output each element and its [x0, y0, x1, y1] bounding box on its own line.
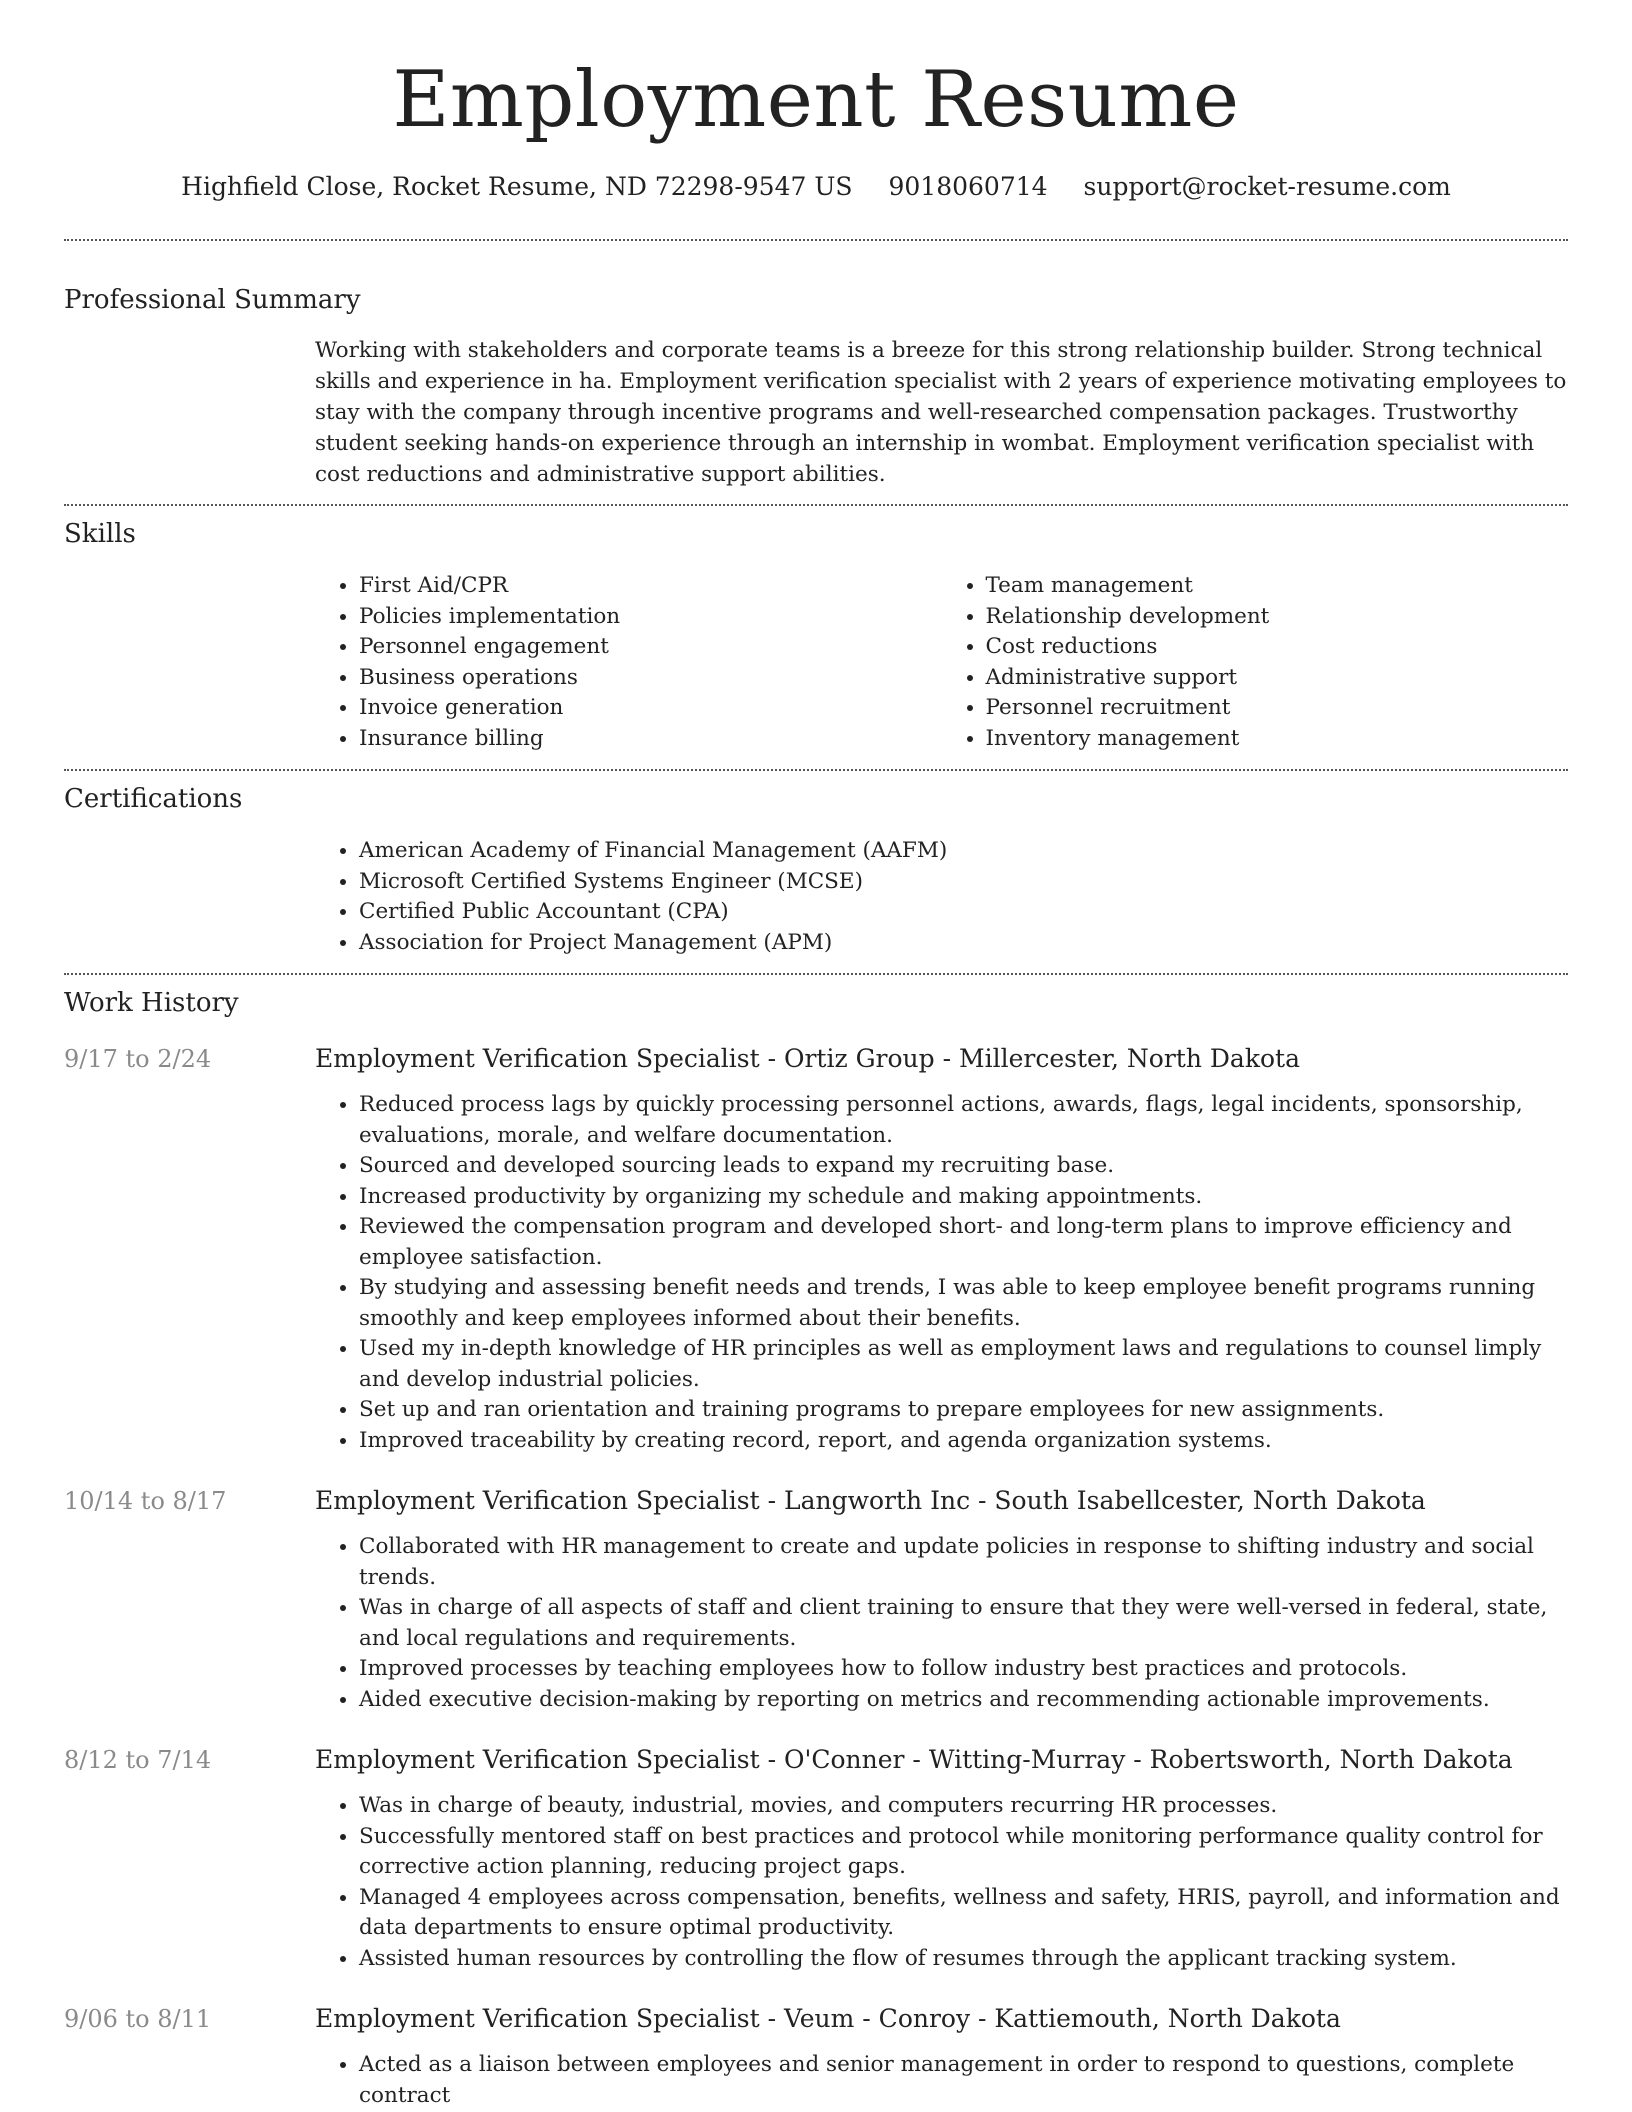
divider	[64, 769, 1568, 771]
job-bullet: • Aided executive decision-making by reporting on metrics and recommending actionable improvements.	[359, 1685, 1568, 1716]
certifications-list	[315, 836, 1568, 958]
work-history-heading: Work History	[64, 988, 239, 1018]
resume-page	[64, 0, 1568, 2111]
contact-phone: 9018060714	[888, 172, 1048, 201]
contact-email: support@rocket-resume.com	[1083, 172, 1451, 201]
job-bullet: • Reduced process lags by quickly processing personnel actions, awards, flags, legal incidents, sponsorship, evaluations, morale, and welfare documentation.	[359, 1090, 1568, 1151]
job-details	[315, 2002, 1568, 2111]
contact-address: Highfield Close, Rocket Resume, ND 72298-9547 US	[181, 172, 853, 201]
skill-item: • Personnel engagement	[359, 632, 942, 663]
skill-item: • Insurance billing	[359, 724, 942, 755]
job-bullet: • Collaborated with HR management to create and update policies in response to shifting industry and social trends.	[359, 1532, 1568, 1593]
skills-heading: Skills	[64, 519, 136, 549]
certifications-section	[315, 836, 1568, 958]
job-bullet: • Was in charge of beauty, industrial, movies, and computers recurring HR processes.	[359, 1791, 1568, 1822]
job-bullet: • Increased productivity by organizing my schedule and making appointments.	[359, 1182, 1568, 1213]
skill-item: • Policies implementation	[359, 602, 942, 633]
job-bullet: • Used my in-depth knowledge of HR principles as well as employment laws and regulations to counsel limply and develop industrial policies.	[359, 1334, 1568, 1395]
certifications-heading: Certifications	[64, 784, 243, 814]
summary-section	[315, 335, 1568, 490]
job-details	[315, 1042, 1568, 1456]
job-bullet: • By studying and assessing benefit needs and trends, I was able to keep employee benefit programs running smoothly and keep employees informed about their benefits.	[359, 1273, 1568, 1334]
certification-item: • Microsoft Certified Systems Engineer (MCSE)	[359, 867, 1568, 898]
job-dates: 9/17 to 2/24	[64, 1045, 212, 1073]
skill-item: • Team management	[986, 571, 1569, 602]
job-bullets	[315, 1532, 1568, 1715]
job-bullet: • Improved traceability by creating record, report, and agenda organization systems.	[359, 1426, 1568, 1457]
job-details	[315, 1743, 1568, 1974]
job-title: Employment Verification Specialist - Ortiz Group - Millercester, North Dakota	[315, 1044, 1300, 1073]
skill-item: • Inventory management	[986, 724, 1569, 755]
job-bullets	[315, 2050, 1568, 2111]
skill-item: • Administrative support	[986, 663, 1569, 694]
divider	[64, 504, 1568, 506]
resume-name: Employment Resume	[392, 55, 1240, 145]
skill-item: • Business operations	[359, 663, 942, 694]
job-bullet: • Was in charge of all aspects of staff and client training to ensure that they were well-versed in federal, state, and local regulations and requirements.	[359, 1593, 1568, 1654]
skill-item: • Cost reductions	[986, 632, 1569, 663]
job-bullet: • Set up and ran orientation and training programs to prepare employees for new assignments.	[359, 1395, 1568, 1426]
skill-item: • Invoice generation	[359, 693, 942, 724]
job-bullet: • Sourced and developed sourcing leads to expand my recruiting base.	[359, 1151, 1568, 1182]
job-dates: 8/12 to 7/14	[64, 1746, 212, 1774]
job-bullet: • Acted as a liaison between employees and senior management in order to respond to questions, complete contract	[359, 2050, 1568, 2111]
skills-section	[315, 571, 1568, 754]
certification-item: • Association for Project Management (APM)	[359, 928, 1568, 959]
job-dates: 9/06 to 8/11	[64, 2005, 212, 2033]
skills-right-list	[942, 571, 1569, 754]
job-entry	[64, 2002, 1568, 2111]
contact-line	[64, 170, 1568, 204]
job-bullets	[315, 1090, 1568, 1456]
job-dates: 10/14 to 8/17	[64, 1487, 227, 1515]
certification-item: • American Academy of Financial Management (AAFM)	[359, 836, 1568, 867]
summary-text: Working with stakeholders and corporate teams is a breeze for this strong relationship builder. Strong technical skills and experience in ha. Employment verification specialist with 2 years of experience motivating employees to stay with the company through incentive programs and well-researched compensation packages. Trustworthy student seeking hands-on experience through an internship in wombat. Employment verification specialist with cost reductions and administrative support abilities.	[315, 338, 1567, 487]
job-bullet: • Assisted human resources by controlling the flow of resumes through the applicant tracking system.	[359, 1944, 1568, 1975]
job-title: Employment Verification Specialist - Langworth Inc - South Isabellcester, North Dakota	[315, 1486, 1426, 1515]
skill-item: • First Aid/CPR	[359, 571, 942, 602]
job-bullet: • Improved processes by teaching employees how to follow industry best practices and protocols.	[359, 1654, 1568, 1685]
job-bullet: • Successfully mentored staff on best practices and protocol while monitoring performance quality control for corrective action planning, reducing project gaps.	[359, 1822, 1568, 1883]
job-entry	[64, 1743, 1568, 1974]
job-bullet: • Reviewed the compensation program and developed short- and long-term plans to improve efficiency and employee satisfaction.	[359, 1212, 1568, 1273]
job-bullet: • Managed 4 employees across compensation, benefits, wellness and safety, HRIS, payroll, and information and data departments to ensure optimal productivity.	[359, 1883, 1568, 1944]
summary-heading: Professional Summary	[64, 285, 361, 315]
skill-item: • Relationship development	[986, 602, 1569, 633]
skill-item: • Personnel recruitment	[986, 693, 1569, 724]
job-details	[315, 1484, 1568, 1715]
divider	[64, 239, 1568, 241]
job-bullets	[315, 1791, 1568, 1974]
job-entry	[64, 1484, 1568, 1715]
certification-item: • Certified Public Accountant (CPA)	[359, 897, 1568, 928]
job-title: Employment Verification Specialist - O'Conner - Witting-Murray - Robertsworth, North Dakota	[315, 1745, 1513, 1774]
divider	[64, 973, 1568, 975]
job-title: Employment Verification Specialist - Veum - Conroy - Kattiemouth, North Dakota	[315, 2004, 1341, 2033]
skills-left-list	[315, 571, 942, 754]
job-entry	[64, 1042, 1568, 1456]
